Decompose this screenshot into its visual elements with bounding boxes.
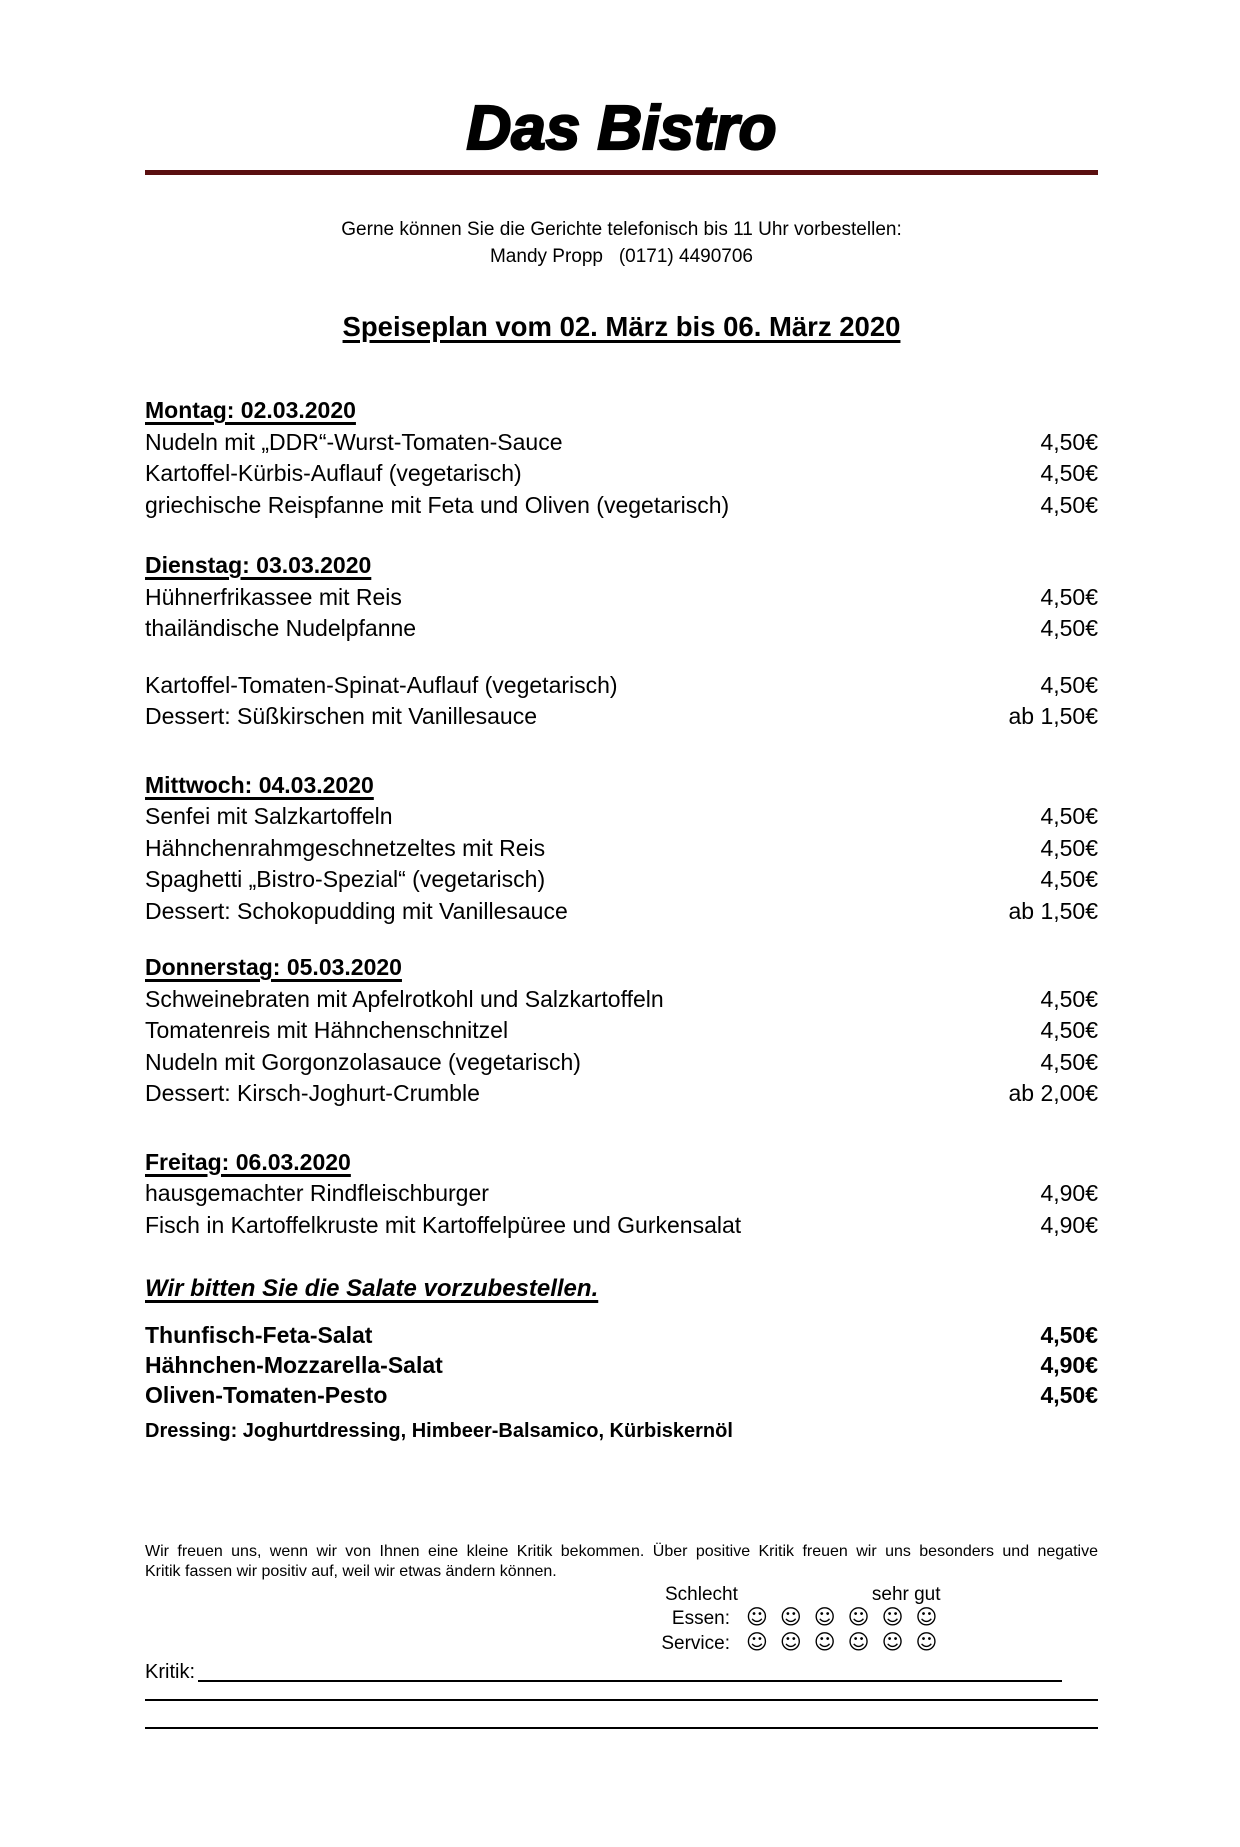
- day-section-montag: [145, 395, 1098, 521]
- day-section-donnerstag: [145, 952, 1098, 1110]
- menu-item-row: [145, 833, 1098, 865]
- day-items: [145, 801, 1098, 927]
- dish-name: thailändische Nudelpfanne: [145, 615, 417, 641]
- day-section-mittwoch: [145, 770, 1098, 928]
- dish-price: ab 1,50€: [1008, 897, 1098, 924]
- salad-row: [145, 1320, 1098, 1350]
- dish-price: 4,50€: [1040, 583, 1098, 610]
- dish-price: 4,90€: [1040, 1180, 1098, 1206]
- dish-name: Kartoffel-Tomaten-Spinat-Auflauf (vegetarisch): [145, 671, 618, 698]
- dish-name: Tomatenreis mit Hähnchenschnitzel: [145, 1017, 509, 1043]
- dish-price: ab 2,00€: [1008, 1080, 1098, 1106]
- dish-price: 4,50€: [1040, 866, 1098, 892]
- rating-scale-header: [145, 1583, 1098, 1606]
- dish-price: 4,50€: [1040, 834, 1098, 861]
- feedback-intro-line2: Kritik fassen wir positiv auf, weil wir etwas ändern können.: [145, 1562, 557, 1580]
- salads-note: Wir bitten Sie die Salate vorzubestellen.: [145, 1275, 599, 1302]
- dish-name: griechische Reispfanne mit Feta und Oliven (vegetarisch): [145, 491, 730, 518]
- dish-name: Kartoffel-Kürbis-Auflauf (vegetarisch): [145, 460, 522, 486]
- salad-name: Thunfisch-Feta-Salat: [145, 1322, 373, 1348]
- menu-item-row: [145, 670, 1098, 702]
- scale-label-good: sehr gut: [871, 1584, 941, 1605]
- day-section-dienstag: [145, 550, 1098, 733]
- menu-item-row: [145, 801, 1098, 833]
- day-heading: Donnerstag: 05.03.2020: [145, 954, 402, 980]
- dish-price: 4,50€: [1040, 1017, 1098, 1043]
- day-heading: Mittwoch: 04.03.2020: [145, 771, 374, 798]
- dish-name: Hühnerfrikassee mit Reis: [145, 583, 402, 610]
- day-heading: Montag: 02.03.2020: [145, 397, 356, 423]
- menu-item-row: [145, 896, 1098, 928]
- menu-item-row: [145, 490, 1098, 522]
- feedback-intro-line1: Wir freuen uns, wenn wir von Ihnen eine kleine Kritik bekommen. Über positive Kritik freuen wir uns besonders und negative: [145, 1543, 1098, 1560]
- salad-list: [145, 1320, 1098, 1410]
- menu-item-row: [145, 1047, 1098, 1079]
- dish-name: Dessert: Süßkirschen mit Vanillesauce: [145, 703, 537, 729]
- kritik-label: Kritik:: [145, 1661, 195, 1683]
- day-section-freitag: [145, 1147, 1098, 1242]
- smiley-rating-icons: ☺☺☺☺☺☺: [746, 1605, 950, 1629]
- dish-price: 4,50€: [1040, 985, 1098, 1012]
- salad-price: 4,90€: [1040, 1352, 1098, 1378]
- dish-name: Senfei mit Salzkartoffeln: [145, 803, 393, 829]
- salad-row: [145, 1380, 1098, 1410]
- dish-price: 4,50€: [1040, 491, 1098, 518]
- day-items: [145, 1178, 1098, 1241]
- dish-name: Spaghetti „Bistro-Spezial“ (vegetarisch): [145, 866, 546, 892]
- salad-row: [145, 1350, 1098, 1380]
- day-heading: Dienstag: 03.03.2020: [145, 552, 372, 578]
- menu-item-row: [145, 1210, 1098, 1242]
- rating-label: Essen:: [671, 1608, 730, 1629]
- kritik-row: [145, 1659, 1098, 1685]
- dish-price: 4,50€: [1040, 671, 1098, 698]
- plan-heading: Speiseplan vom 02. März bis 06. März 2020: [342, 311, 901, 342]
- feedback-section: [145, 1542, 1098, 1729]
- writein-line: [145, 1699, 1098, 1701]
- dish-price: 4,50€: [1040, 428, 1098, 455]
- dish-price: ab 1,50€: [1008, 703, 1098, 729]
- menu-item-row: [145, 984, 1098, 1016]
- menu-item-row: [145, 427, 1098, 459]
- menu-item-row: [145, 1078, 1098, 1110]
- menu-item-row: [145, 1015, 1098, 1047]
- dish-name: Dessert: Kirsch-Joghurt-Crumble: [145, 1080, 480, 1106]
- dish-price: 4,50€: [1040, 803, 1098, 829]
- dish-price: 4,50€: [1040, 1048, 1098, 1075]
- menu-page: [0, 94, 1240, 1847]
- menu-item-row: [145, 613, 1098, 645]
- day-items: [145, 984, 1098, 1110]
- preorder-note: Gerne können Sie die Gerichte telefonisch bis 11 Uhr vorbestellen:: [341, 219, 902, 240]
- salad-price: 4,50€: [1040, 1382, 1098, 1408]
- rating-row-essen: [145, 1606, 1098, 1631]
- day-items: [145, 427, 1098, 522]
- divider-line: [145, 170, 1098, 175]
- day-items: [145, 582, 1098, 733]
- smiley-rating-icons: ☺☺☺☺☺☺: [746, 1629, 950, 1654]
- dish-name: Fisch in Kartoffelkruste mit Kartoffelpüree und Gurkensalat: [145, 1211, 742, 1238]
- dish-name: Dessert: Schokopudding mit Vanillesauce: [145, 897, 568, 924]
- restaurant-title: Das Bistro: [466, 94, 777, 163]
- menu-item-row: [145, 864, 1098, 896]
- salad-price: 4,50€: [1040, 1322, 1098, 1348]
- dish-name: hausgemachter Rindfleischburger: [145, 1180, 489, 1206]
- dish-name: Nudeln mit Gorgonzolasauce (vegetarisch): [145, 1048, 581, 1075]
- rating-row-service: [145, 1631, 1098, 1656]
- menu-item-row: [145, 458, 1098, 490]
- scale-label-bad: Schlecht: [665, 1584, 738, 1605]
- contact-line: Mandy Propp (0171) 4490706: [489, 246, 753, 267]
- dressing-note: Dressing: Joghurtdressing, Himbeer-Balsamico, Kürbiskernöl: [145, 1420, 733, 1442]
- dish-name: Schweinebraten mit Apfelrotkohl und Salzkartoffeln: [145, 985, 664, 1012]
- dish-price: 4,50€: [1040, 460, 1098, 486]
- menu-item-row: [145, 582, 1098, 614]
- salad-name: Oliven-Tomaten-Pesto: [145, 1382, 388, 1408]
- dish-price: 4,90€: [1040, 1211, 1098, 1238]
- writein-line: [198, 1680, 1062, 1682]
- day-heading: Freitag: 06.03.2020: [145, 1148, 351, 1175]
- dish-price: 4,50€: [1040, 615, 1098, 641]
- rating-label: Service:: [661, 1632, 730, 1654]
- salad-name: Hähnchen-Mozzarella-Salat: [145, 1352, 443, 1378]
- writein-line: [145, 1727, 1098, 1729]
- menu-item-row: [145, 701, 1098, 733]
- dish-name: Nudeln mit „DDR“-Wurst-Tomaten-Sauce: [145, 428, 563, 455]
- menu-item-row: [145, 1178, 1098, 1210]
- dish-name: Hähnchenrahmgeschnetzeltes mit Reis: [145, 834, 546, 861]
- salads-section: [145, 1241, 1098, 1445]
